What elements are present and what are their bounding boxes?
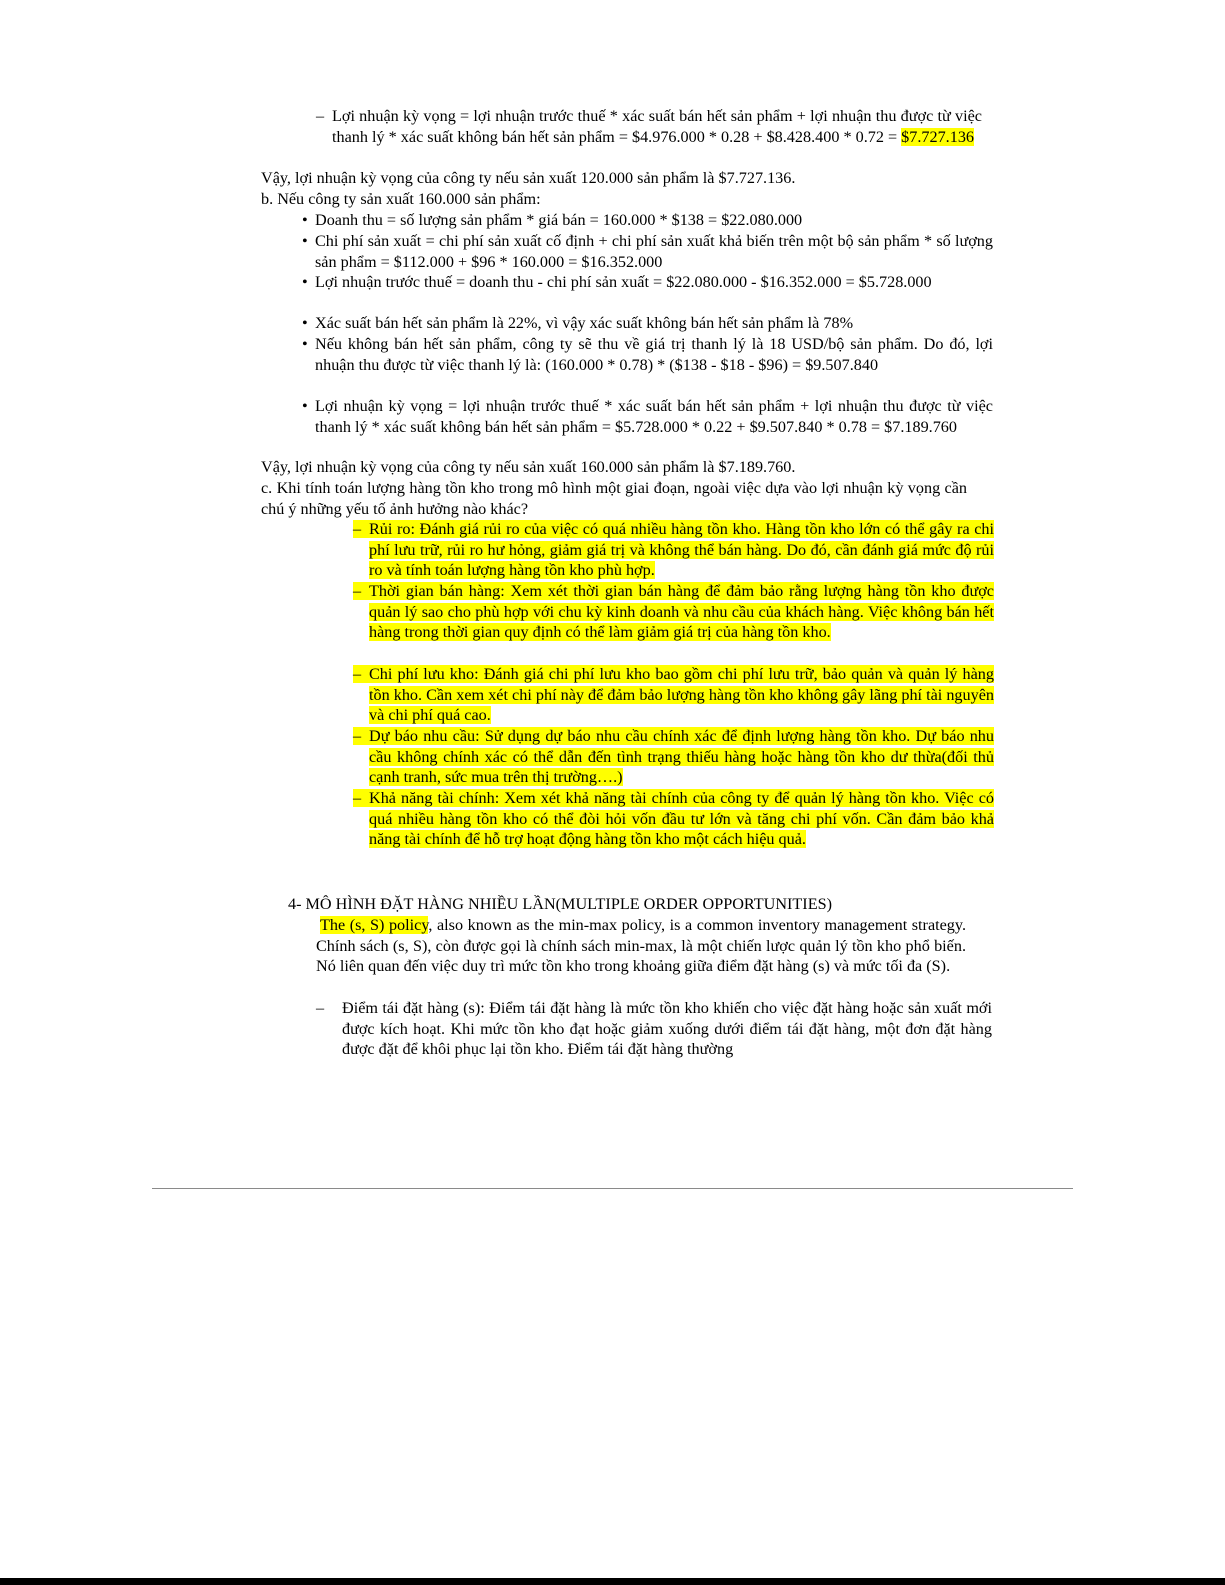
reorder-point-item: – Điểm tái đặt hàng (s): Điểm tái đặt hàng là mức tồn kho khiến cho việc đặt hàng hoặc sản xuất mới được kích hoạt. Khi mức tồn kho đạt hoặc giảm xuống dưới điểm tái đặt hàng, một đơn đặt hàng được đặt để khôi phục lại tồn kho. Điểm tái đặt hàng thường (316, 999, 992, 1059)
conclusion-b: Vậy, lợi nhuận kỳ vọng của công ty nếu sản xuất 160.000 sản phẩm là $7.189.760. (261, 458, 796, 476)
bullet-revenue: • Doanh thu = số lượng sản phẩm * giá bán = 160.000 * $138 = $22.080.000 (302, 211, 803, 229)
highlighted-value: $7.727.136 (901, 127, 974, 146)
bullet-marker: • (302, 397, 308, 415)
bullet-salvage: • Nếu không bán hết sản phẩm, công ty sẽ thu về giá trị thanh lý là 18 USD/bộ sản phẩm. Do đó, lợi nhuận thu được từ việc thanh lý là: (160.000 * 0.78) * ($138 - $18 - $96) = $9.507.840 (302, 335, 993, 374)
bullet-production-cost: • Chi phí sản xuất = chi phí sản xuất cố định + chi phí sản xuất khả biến trên một bộ sản phẩm * số lượng sản phẩm = $112.000 + $96 * 160.000 = $16.352.000 (302, 232, 993, 271)
factor-demand-forecast: – Dự báo nhu cầu: Sử dụng dự báo nhu cầu chính xác để định lượng hàng tồn kho. Dự báo nhu cầu không chính xác có thể dẫn đến tình trạng thiếu hàng hoặc hàng tồn kho dư thừa(đối thủ cạnh tranh, sức mua trên thị trường….) (353, 727, 994, 787)
section-4-intro: The (s, S) policy, also known as the min-max policy, is a common inventory management strategy. Chính sách (s, S), còn được gọi là chính sách min-max, là một chiến lược quản lý tồn kho phổ biến. Nó liên quan đến việc duy trì mức tồn kho trong khoảng giữa điểm đặt hàng (s) và mức tối đa (S). (316, 916, 966, 976)
bullet-probability: • Xác suất bán hết sản phẩm là 22%, vì vậy xác suất không bán hết sản phẩm là 78% (302, 314, 854, 332)
conclusion-a: Vậy, lợi nhuận kỳ vọng của công ty nếu sản xuất 120.000 sản phẩm là $7.727.136. (261, 169, 796, 187)
factor-sales-time: – Thời gian bán hàng: Xem xét thời gian bán hàng để đảm bảo rằng lượng hàng tồn kho được quản lý sao cho phù hợp với chu kỳ kinh doanh và nhu cầu của khách hàng. Việc không bán hết hàng trong thời gian quy định có thể làm giảm giá trị của hàng tồn kho. (353, 582, 994, 642)
bullet-pretax-profit: • Lợi nhuận trước thuế = doanh thu - chi phí sản xuất = $22.080.000 - $16.352.000 = $5.728.000 (302, 273, 932, 291)
expected-profit-a: – Lợi nhuận kỳ vọng = lợi nhuận trước thuế * xác suất bán hết sản phẩm + lợi nhuận thu được từ việc thanh lý * xác suất không bán hết sản phẩm = $4.976.000 * 0.28 + $8.428.400 * 0.72 = $7.727.136 (316, 107, 982, 146)
page-divider (152, 1188, 1073, 1189)
dash-marker: – (353, 789, 362, 807)
bottom-bar (0, 1578, 1225, 1585)
bullet-marker: • (302, 273, 308, 291)
section-c-heading: c. Khi tính toán lượng hàng tồn kho trong mô hình một giai đoạn, ngoài việc dựa vào lợi nhuận kỳ vọng cần chú ý những yếu tố ảnh hưởng nào khác? (261, 479, 967, 518)
bullet-marker: • (302, 335, 308, 353)
bullet-marker: • (302, 314, 308, 332)
factor-financial-capacity: – Khả năng tài chính: Xem xét khả năng tài chính của công ty để quản lý hàng tồn kho. Việc có quá nhiều hàng tồn kho có thể đòi hỏi vốn đầu tư lớn và tăng chi phí vốn. Cần đảm bảo khả năng tài chính để hỗ trợ hoạt động hàng tồn kho một cách hiệu quả. (353, 789, 994, 849)
bullet-expected-profit-b: • Lợi nhuận kỳ vọng = lợi nhuận trước thuế * xác suất bán hết sản phẩm + lợi nhuận thu được từ việc thanh lý * xác suất không bán hết sản phẩm = $5.728.000 * 0.22 + $9.507.840 * 0.78 = $7.189.760 (302, 397, 993, 436)
dash-marker: – (316, 107, 325, 125)
dash-marker: – (353, 665, 362, 683)
dash-marker: – (353, 582, 362, 600)
dash-marker: – (353, 520, 362, 538)
bullet-marker: • (302, 232, 308, 250)
dash-marker: – (353, 727, 362, 745)
section-b-heading: b. Nếu công ty sản xuất 160.000 sản phẩm: (261, 190, 541, 208)
highlighted-term: The (s, S) policy (320, 916, 429, 934)
bullet-marker: • (302, 211, 308, 229)
section-4-heading: 4- MÔ HÌNH ĐẶT HÀNG NHIỀU LẦN(MULTIPLE ORDER OPPORTUNITIES) (288, 895, 832, 913)
factor-holding-cost: – Chi phí lưu kho: Đánh giá chi phí lưu kho bao gồm chi phí lưu trữ, bảo quản và quản lý hàng tồn kho. Cần xem xét chi phí này để đảm bảo lượng hàng tồn kho không gây lãng phí tài nguyên và chi phí quá cao. (353, 665, 994, 725)
dash-marker: – (316, 999, 325, 1017)
factor-risk: – Rủi ro: Đánh giá rủi ro của việc có quá nhiều hàng tồn kho. Hàng tồn kho lớn có thể gây ra chi phí lưu trữ, rủi ro hư hỏng, giảm giá trị và không thể bán hàng. Do đó, cần đánh giá mức độ rủi ro và tính toán lượng hàng tồn kho phù hợp. (353, 520, 994, 580)
